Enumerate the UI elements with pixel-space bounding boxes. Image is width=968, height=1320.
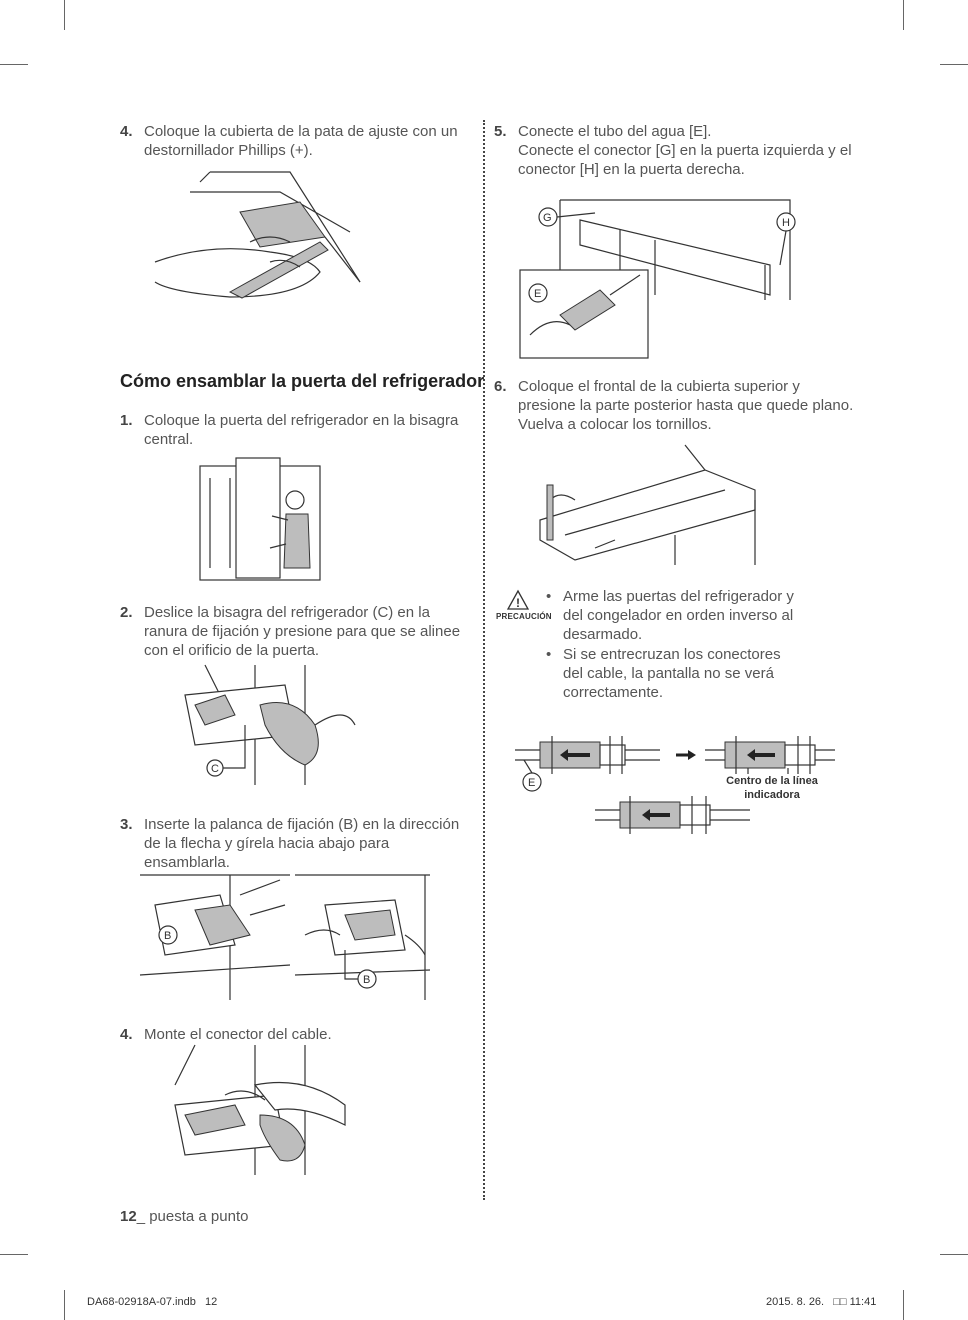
step-number: 5.: [494, 123, 507, 140]
crop-mark: [0, 64, 28, 65]
crop-mark: [0, 1254, 28, 1255]
callout-c: C: [211, 763, 219, 775]
illustration-connect-water-tube: [520, 195, 800, 360]
illustration-top-cover: [525, 440, 765, 565]
step-3: [120, 815, 475, 872]
step-5: [494, 122, 854, 179]
caution-label: PRECAUCIÓN: [496, 612, 552, 621]
step-text: Inserte la palanca de fijación (B) en la dirección de la flecha y gírela hacia abajo para ensamblarla.: [144, 816, 460, 871]
crop-mark: [903, 1290, 904, 1320]
step-text: Coloque la cubierta de la pata de ajuste con un destornillador Phillips (+).: [144, 123, 458, 159]
column-divider: [483, 120, 485, 1200]
section-title: Cómo ensamblar la puerta del refrigerador: [120, 371, 485, 391]
callout-h: H: [782, 217, 790, 229]
bullet-text: Arme las puertas del refrigerador y del congelador en orden inverso al desarmado.: [563, 588, 794, 643]
callout-g: G: [543, 212, 552, 224]
crop-mark: [940, 64, 968, 65]
bullet-dot: •: [546, 588, 552, 605]
page-footer: [120, 1208, 248, 1225]
imprint-file: DA68-02918A-07.indb 12: [87, 1296, 218, 1308]
callout-b: B: [164, 930, 172, 942]
crop-mark: [64, 1290, 65, 1320]
step-text: Coloque la puerta del refrigerador en la bisagra central.: [144, 412, 459, 448]
svg-text:!: !: [516, 596, 520, 610]
step-text: Coloque el frontal de la cubierta superior y presione la parte posterior hasta que quede plano. Vuelva a colocar los tornillos.: [518, 378, 854, 433]
bullet-text: Si se entrecruzan los conectores del cable, la pantalla no se verá correctamente.: [563, 646, 781, 701]
illustration-adjust-leg-cover: [150, 172, 370, 302]
illustration-place-door: [200, 458, 330, 580]
callout-e: E: [534, 288, 542, 300]
step-text: Monte el conector del cable.: [144, 1026, 332, 1043]
illustration-insert-lever-right: [295, 875, 430, 1000]
step-number: 1.: [120, 412, 133, 429]
step-4a: [120, 122, 475, 160]
crop-mark: [940, 1254, 968, 1255]
crop-mark: [903, 0, 904, 30]
step-text-line2: Conecte el conector [G] en la puerta izquierda y el conector [H] en la puerta derecha.: [518, 142, 852, 178]
step-text-line1: Conecte el tubo del agua [E].: [518, 123, 712, 140]
illustration-cable-connector: [165, 1045, 350, 1175]
step-number: 4.: [120, 1026, 133, 1043]
connector-caption: Centro de la línea indicadora: [726, 775, 818, 801]
caution-bullet: [546, 645, 796, 702]
illustration-insert-lever-left: [140, 875, 290, 1000]
step-1: [120, 411, 475, 449]
page-number: 12: [120, 1208, 137, 1225]
step-number: 3.: [120, 816, 133, 833]
step-4b: [120, 1025, 475, 1044]
illustration-slide-hinge: [165, 665, 365, 790]
imprint-timestamp: 2015. 8. 26. □□ 11:41: [766, 1296, 877, 1308]
callout-e: E: [528, 777, 536, 789]
page-section: _ puesta a punto: [136, 1208, 249, 1225]
callout-b: B: [363, 974, 371, 986]
step-6: [494, 377, 854, 434]
crop-mark: [64, 0, 65, 30]
step-number: 6.: [494, 378, 507, 395]
caution-bullet: [546, 587, 816, 644]
step-text: Deslice la bisagra del refrigerador (C) en la ranura de fijación y presione para que se alinee con el orificio de la puerta.: [144, 604, 461, 659]
step-number: 2.: [120, 604, 133, 621]
step-2: [120, 603, 475, 660]
warning-triangle-icon: [507, 590, 529, 610]
bullet-dot: •: [546, 646, 552, 663]
step-number: 4.: [120, 123, 133, 140]
